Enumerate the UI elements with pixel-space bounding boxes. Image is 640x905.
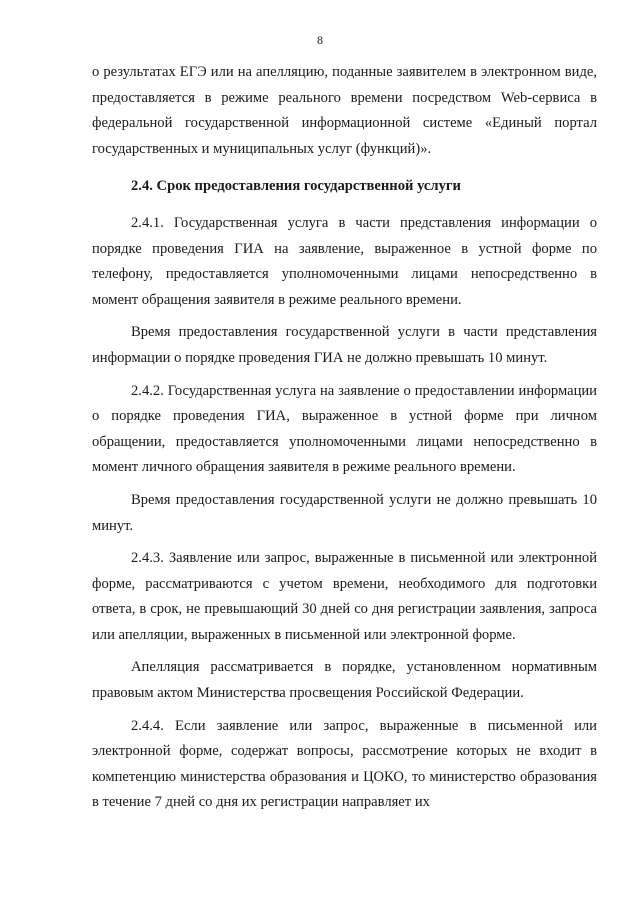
paragraph-appeal: Апелляция рассматривается в порядке, установленном нормативным правовым актом Министерства просвещения Российской Федерации. bbox=[92, 659, 597, 702]
paragraph-time-limit-personal: Время предоставления государственной услуги не должно превышать 10 минут. bbox=[92, 491, 597, 534]
paragraph-time-limit-phone: Время предоставления государственной услуги в части представления информации о порядке проведения ГИА не должно превышать 10 минут. bbox=[92, 324, 597, 366]
paragraph-continuation: о результатах ЕГЭ или на апелляцию, поданные заявителем в электронном виде, предоставляется в режиме реального времени посредством Web-сервиса в федеральной государственной информационной системе «Единый портал государственных и муниципальных услуг (функций)». bbox=[92, 64, 597, 157]
paragraph-2-4-1: 2.4.1. Государственная услуга в части представления информации о порядке проведения ГИА на заявление, выраженное в устной форме по телефону, предоставляется уполномоченными лицами непосредственно в момент обращения заявителя в режиме реального времени. bbox=[92, 214, 597, 308]
page-number: 8 bbox=[317, 33, 323, 47]
paragraph-2-4-4: 2.4.4. Если заявление или запрос, выраженные в письменной или электронной форме, содержат вопросы, рассмотрение которых не входит в компетенцию министерства образования и ЦОКО, то министерство образования в течение 7 дней со дня их регистрации направляет их bbox=[92, 717, 597, 811]
paragraph-2-4-2: 2.4.2. Государственная услуга на заявление о предоставлении информации о порядке проведения ГИА, выраженное в устной форме при личном обращении, предоставляется уполномоченными лицами непосредственно в момент личного обращения заявителя в режиме реального времени. bbox=[92, 382, 597, 476]
document-body bbox=[92, 60, 597, 816]
paragraph-2-4-3: 2.4.3. Заявление или запрос, выраженные в письменной или электронной форме, рассматриваются с учетом времени, необходимого для подготовки ответа, в срок, не превышающий 30 дней со дня регистрации заявления, запроса или апелляции, выраженных в письменной или электронной форме. bbox=[92, 550, 597, 643]
section-heading: 2.4. Срок предоставления государственной услуги bbox=[131, 178, 461, 195]
